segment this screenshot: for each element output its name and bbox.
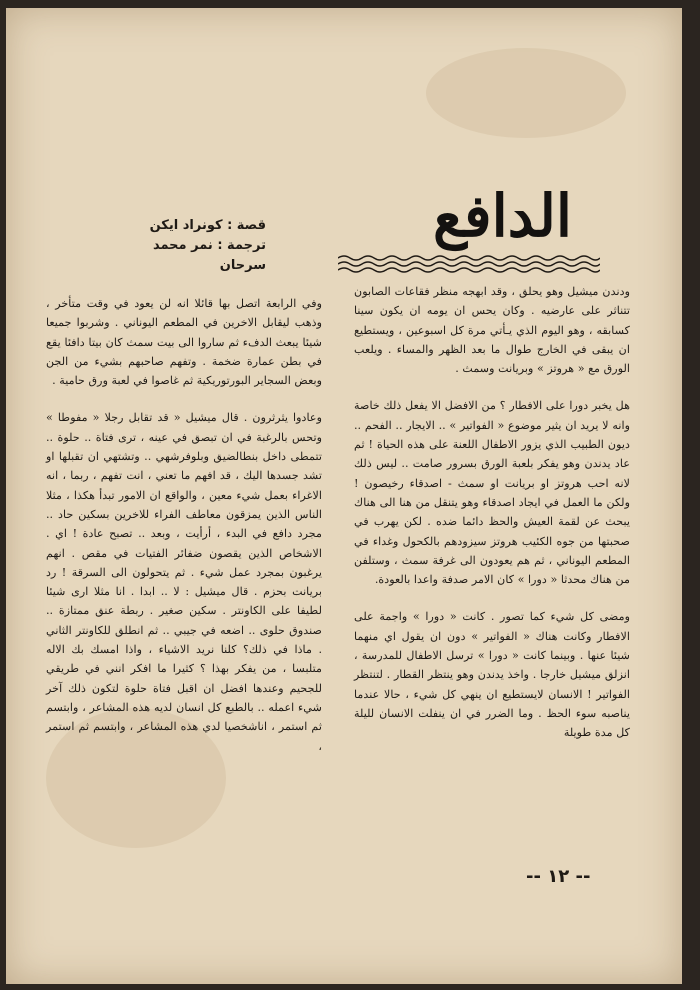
paragraph: ومضى كل شيء كما تصور . كانت « دورا » واجمة على الافطار وكانت هناك « الفواتير » دون ان يقول اي منهما شيئا عنها . وبينما كانت « دورا » ترسل الاطفال للمدرسة ، انزلق ميشيل خارجا . واخذ يدندن وهو ينتظر القطار . لتنتظر الفواتير ! الانسان لايستطيع ان ينهي كل شيء ، حالا عندما يناصبه سوء الحظ . وما الضرر في ان ينفلت الانسان لليلة كل مدة طويلة [354, 610, 630, 740]
page-number: -- ١٢ -- [526, 866, 591, 887]
paragraph: ودندن ميشيل وهو يحلق ، وقد ابهجه منظر فقاعات الصابون تتناثر على عارضيه . وكان يحس ان يومه ان يكون سينا كسابقه ، وهو اليوم الذي يـأتي مرة كل اسبوعين ، ويستطيع ان يبقى في الخارج طوال ما بعد الظهر والمساء . ويلعب الورق مع « هروتز » وبريانت وسمث . [354, 285, 630, 376]
translator-line: ترجمة : نمر محمد سرحان [152, 238, 266, 273]
article-credits [116, 216, 266, 276]
right-column [354, 282, 630, 761]
magazine-page [6, 8, 682, 984]
left-column [46, 294, 322, 774]
paper-stain [426, 48, 626, 138]
paragraph: هل يخبر دورا على الافطار ؟ من الافضل الا يفعل ذلك خاصة وانه لا يريد ان يثير موضوع « الفواتير » .. الايجار .. الفحم .. ديون الطبيب الذي يزور الاطفال اللعنة على هذه الحياة ! ثم عاد يدندن وهو يفكر بلعبة الورق بسرور صامت .. ليس ذلك لانه احب هروتز او بريانت او سمث - اصدقاء رخيصون ! ولكن ما العمل في ايجاد اصدقاء وهو يتنقل من هنا الى هناك يبحث عن لقمة العيش والحظ دائما ضده . لكن يهرب في صحبتها من جوه الكئيب هروتز سيزودهم بالكحول وغداء في المطعم اليوناني ، ثم هم يعودون الى غرفة سمث ، وستلفن من هناك محدثا « دورا » كان الامر صدفة واعدا بالعودة. [354, 399, 630, 587]
paragraph: وفي الرابعة اتصل بها قائلا انه لن يعود في وقت متأخر ، وذهب ليقابل الاخرين في المطعم اليوناني . وشربوا جميعا شيئا يبعث الدفء ثم ساروا الى بيت سمث كان بيتا دافئا يقع في بطن عمارة ضخمة . وتفهم صاحبهم بشيء من الجن وبعض السجاير البورتوريكية ثم غاصوا في لعبة ورق حامية . [46, 297, 322, 388]
author-line: قصة : كونراد ايكن [149, 218, 266, 233]
article-title: الدافع [433, 182, 572, 250]
paragraph: وعادوا يثرثرون . قال ميشيل « قد تقابل رجلا « مفوطا » وتحس بالرغبة في ان تبصق في عينه ، ترى فتاة .. حلوة .. تتمطى داخل بنطالضيق وبلوفرشهي .. وتشتهي ان تقبلها او تشد جسدها اليك ، قد افهم ما تعني ، انت تفهم ، ربما ، انه الاغراء بعمل شيء معين ، والواقع ان الامور تبدأ هكذا ، مثلا الناس الذين يمزقون معاطف الفراء للاخرين بسكين حاد .. مجرد دافع في البدء ، أرأيت ، وبعد .. تصبح عادة ! اي . الاشخاص الذين يقصون ضفائر الفتيات في مقص . انهم يرغبون بمجرد عمل شيء . ثم يتحولون الى السرقة ! رد بريانت بحزم . قال ميشيل : لا .. ابدا . انا مثلا ارى شيئا لطيفا على الكاونتر . سكين صغير . ربطة عنق ممتازة .. صندوق حلوى .. اضعه في جيبي .. ثم انطلق للكاونتر الثاني . ماذا في ذلك؟ كلنا نريد الاشياء ، واذا امسك بك الاله متلبسا ، من يفكر بهذا ؟ كثيرا ما افكر انني في طريقي للجحيم وعندها افضل ان اقبل فتاة حلوة لتكون ذلك آخر شيء اعمله .. بالطبع كل انسان لديه هذه المشاعر ، وابتسم ثم استمر ، اناشخصيا لدي هذه المشاعر ، وابتسم ثم استمر ، [46, 411, 322, 753]
title-wave-ornament [338, 254, 600, 276]
